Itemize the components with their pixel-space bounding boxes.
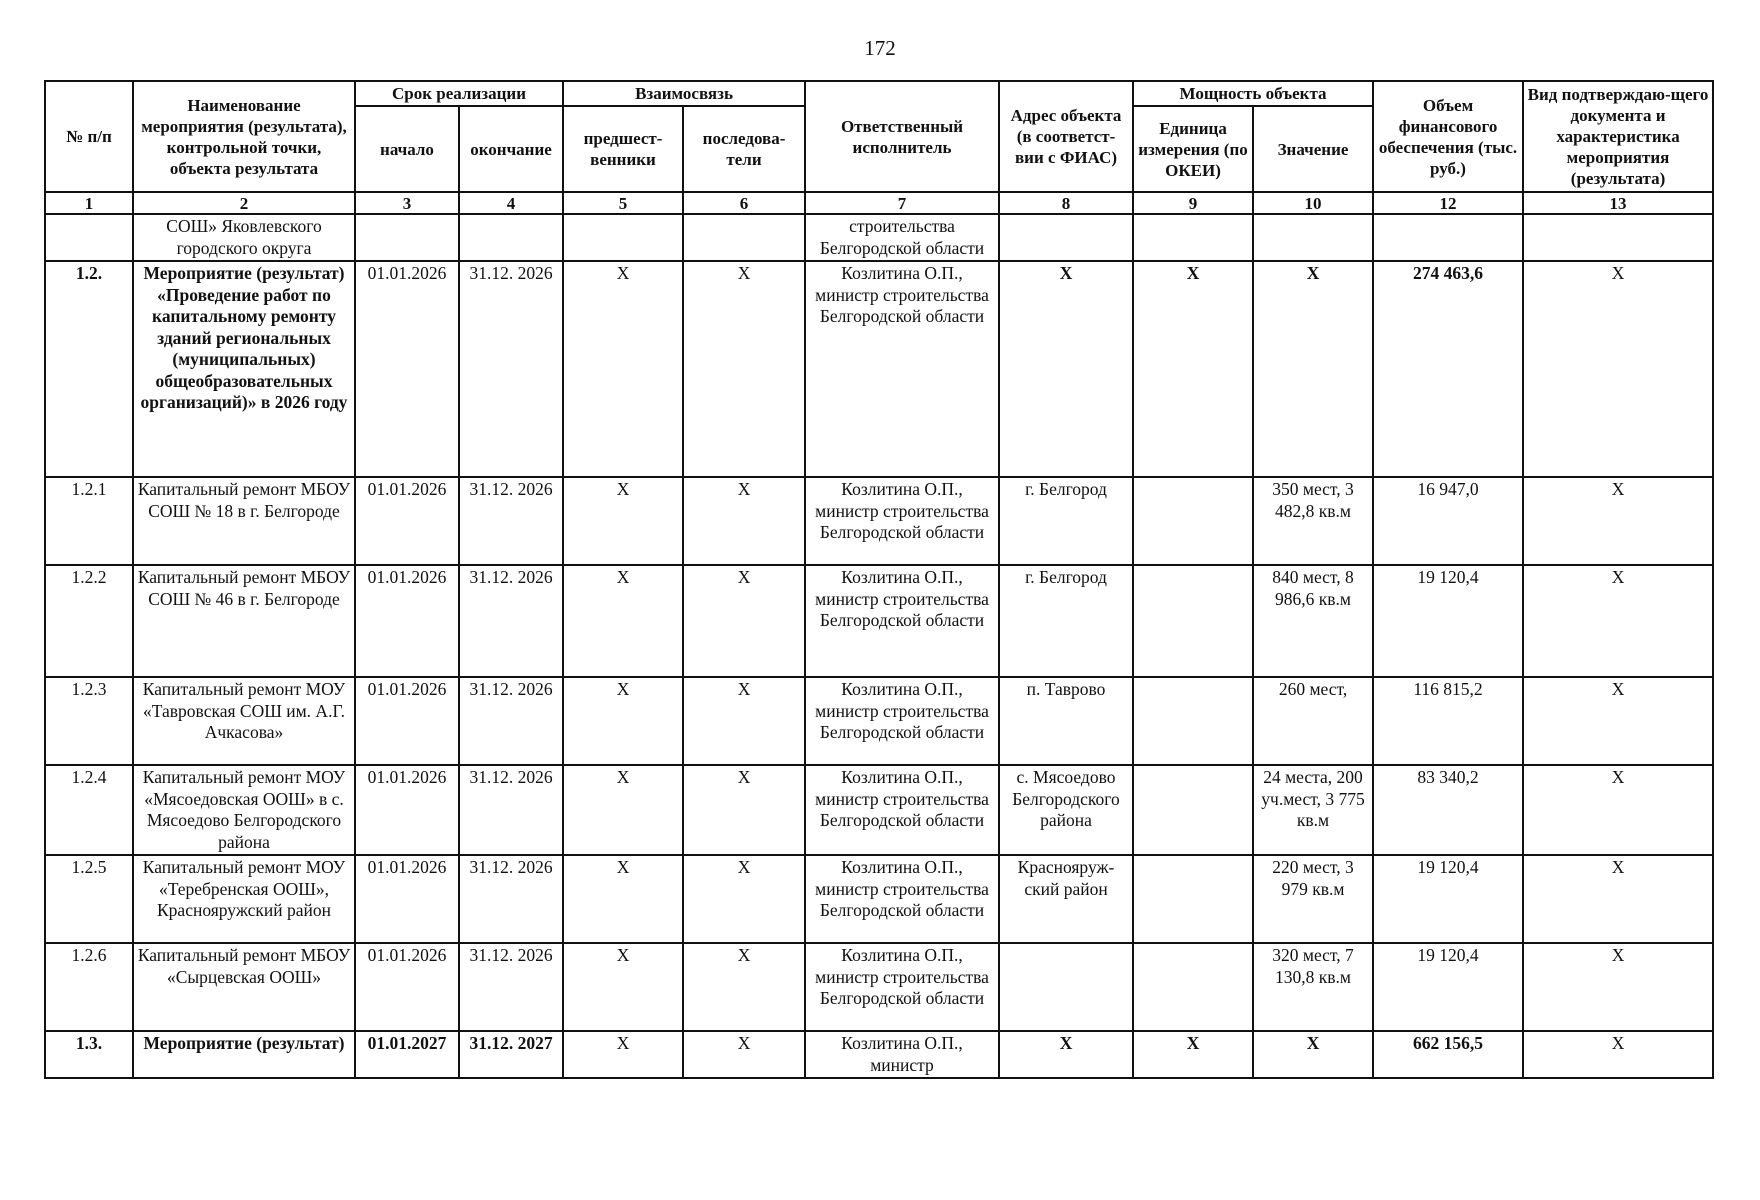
column-number: 9 [1133, 192, 1253, 214]
cell-name: Капитальный ремонт МБОУ «Сырцевская ООШ» [133, 943, 355, 1031]
cell-name: Капитальный ремонт МОУ «Мясоедовская ООШ» в с. Мясоедово Белгородского района [133, 765, 355, 855]
cell-name: Капитальный ремонт МОУ «Теребренская ООШ», Краснояружский район [133, 855, 355, 943]
cell-responsible: Козлитина О.П., министр строительства Белгородской области [805, 943, 999, 1031]
cell-unit: X [1133, 261, 1253, 477]
column-number: 8 [999, 192, 1133, 214]
cell-predecessors: X [563, 855, 683, 943]
cell-responsible: Козлитина О.П., министр строительства Белгородской области [805, 765, 999, 855]
cell-document: X [1523, 1031, 1713, 1078]
column-number: 13 [1523, 192, 1713, 214]
cell-start: 01.01.2026 [355, 677, 459, 765]
plan-table [44, 80, 1714, 1079]
cell-end: 31.12. 2026 [459, 943, 563, 1031]
cell-end: 31.12. 2026 [459, 261, 563, 477]
table-row [45, 565, 1713, 677]
cell-name: СОШ» Яковлевского городского округа [133, 214, 355, 261]
cell-address: X [999, 261, 1133, 477]
column-number: 5 [563, 192, 683, 214]
cell-finance: 274 463,6 [1373, 261, 1523, 477]
cell-predecessors: X [563, 261, 683, 477]
cell-start: 01.01.2026 [355, 565, 459, 677]
cell-finance: 16 947,0 [1373, 477, 1523, 565]
table-row [45, 943, 1713, 1031]
column-number: 12 [1373, 192, 1523, 214]
cell-start: 01.01.2026 [355, 855, 459, 943]
cell-responsible: Козлитина О.П., министр строительства Белгородской области [805, 477, 999, 565]
column-number: 2 [133, 192, 355, 214]
cell-start [355, 214, 459, 261]
cell-document: X [1523, 855, 1713, 943]
cell-start: 01.01.2026 [355, 943, 459, 1031]
cell-successors: X [683, 565, 805, 677]
cell-finance: 19 120,4 [1373, 855, 1523, 943]
cell-responsible: строительства Белгородской области [805, 214, 999, 261]
column-number: 3 [355, 192, 459, 214]
cell-name: Мероприятие (результат) [133, 1031, 355, 1078]
cell-start: 01.01.2026 [355, 261, 459, 477]
cell-responsible: Козлитина О.П., министр строительства Белгородской области [805, 261, 999, 477]
cell-num: 1.2.5 [45, 855, 133, 943]
cell-num: 1.2.6 [45, 943, 133, 1031]
header-capacity-group: Мощность объекта [1133, 81, 1373, 106]
cell-num: 1.2.4 [45, 765, 133, 855]
table-row [45, 855, 1713, 943]
table-row [45, 1031, 1713, 1078]
header-term-group: Срок реализации [355, 81, 563, 106]
cell-end: 31.12. 2026 [459, 855, 563, 943]
cell-successors: X [683, 943, 805, 1031]
cell-start: 01.01.2026 [355, 477, 459, 565]
header-name: Наименование мероприятия (результата), контрольной точки, объекта результата [133, 81, 355, 192]
header-predecessors: предшест-венники [563, 106, 683, 192]
cell-document: X [1523, 565, 1713, 677]
header-link-group: Взаимосвязь [563, 81, 805, 106]
header-document: Вид подтверждаю-щего документа и характеристика мероприятия (результата) [1523, 81, 1713, 192]
cell-num: 1.2.1 [45, 477, 133, 565]
cell-successors: X [683, 477, 805, 565]
cell-responsible: Козлитина О.П., министр [805, 1031, 999, 1078]
cell-predecessors: X [563, 565, 683, 677]
cell-successors: X [683, 765, 805, 855]
cell-unit [1133, 855, 1253, 943]
cell-predecessors: X [563, 677, 683, 765]
column-number: 1 [45, 192, 133, 214]
cell-value [1253, 214, 1373, 261]
cell-unit [1133, 214, 1253, 261]
header-address: Адрес объекта (в соответст-вии с ФИАС) [999, 81, 1133, 192]
cell-finance: 662 156,5 [1373, 1031, 1523, 1078]
cell-document: X [1523, 261, 1713, 477]
header-start: начало [355, 106, 459, 192]
cell-document: X [1523, 765, 1713, 855]
cell-name: Капитальный ремонт МБОУ СОШ № 46 в г. Белгороде [133, 565, 355, 677]
cell-num [45, 214, 133, 261]
cell-name: Мероприятие (результат) «Проведение работ по капитальному ремонту зданий региональных (муниципальных) общеобразовательных организаций)» в 2026 году [133, 261, 355, 477]
header-responsible: Ответственный исполнитель [805, 81, 999, 192]
cell-start: 01.01.2027 [355, 1031, 459, 1078]
cell-address [999, 943, 1133, 1031]
cell-document: X [1523, 677, 1713, 765]
page-number: 172 [864, 36, 896, 60]
cell-predecessors: X [563, 943, 683, 1031]
cell-value: 320 мест, 7 130,8 кв.м [1253, 943, 1373, 1031]
cell-name: Капитальный ремонт МБОУ СОШ № 18 в г. Белгороде [133, 477, 355, 565]
cell-responsible: Козлитина О.П., министр строительства Белгородской области [805, 565, 999, 677]
cell-end: 31.12. 2026 [459, 677, 563, 765]
cell-address [999, 214, 1133, 261]
cell-finance: 83 340,2 [1373, 765, 1523, 855]
cell-value: 24 места, 200 уч.мест, 3 775 кв.м [1253, 765, 1373, 855]
cell-num: 1.3. [45, 1031, 133, 1078]
cell-end: 31.12. 2026 [459, 477, 563, 565]
column-number: 7 [805, 192, 999, 214]
cell-unit [1133, 943, 1253, 1031]
header-finance: Объем финансового обеспечения (тыс. руб.) [1373, 81, 1523, 192]
cell-responsible: Козлитина О.П., министр строительства Белгородской области [805, 855, 999, 943]
cell-value: 840 мест, 8 986,6 кв.м [1253, 565, 1373, 677]
cell-successors: X [683, 855, 805, 943]
cell-address: г. Белгород [999, 477, 1133, 565]
cell-finance: 116 815,2 [1373, 677, 1523, 765]
cell-unit [1133, 765, 1253, 855]
cell-value: 260 мест, [1253, 677, 1373, 765]
cell-finance: 19 120,4 [1373, 943, 1523, 1031]
cell-unit [1133, 565, 1253, 677]
cell-unit [1133, 677, 1253, 765]
cell-predecessors: X [563, 765, 683, 855]
cell-value: X [1253, 261, 1373, 477]
cell-finance: 19 120,4 [1373, 565, 1523, 677]
cell-value: 350 мест, 3 482,8 кв.м [1253, 477, 1373, 565]
column-number: 10 [1253, 192, 1373, 214]
cell-address: X [999, 1031, 1133, 1078]
table-row [45, 477, 1713, 565]
cell-start: 01.01.2026 [355, 765, 459, 855]
cell-successors: X [683, 261, 805, 477]
cell-end: 31.12. 2026 [459, 765, 563, 855]
table-row [45, 677, 1713, 765]
table-row [45, 261, 1713, 477]
cell-name: Капитальный ремонт МОУ «Тавровская СОШ им. А.Г. Ачкасова» [133, 677, 355, 765]
header-successors: последова-тели [683, 106, 805, 192]
column-number: 6 [683, 192, 805, 214]
cell-end: 31.12. 2027 [459, 1031, 563, 1078]
cell-address: Краснояруж-ский район [999, 855, 1133, 943]
cell-predecessors [563, 214, 683, 261]
cell-address: с. Мясоедово Белгородского района [999, 765, 1133, 855]
header-end: окончание [459, 106, 563, 192]
header-value: Значение [1253, 106, 1373, 192]
table-row [45, 765, 1713, 855]
header-unit: Единица измерения (по ОКЕИ) [1133, 106, 1253, 192]
cell-predecessors: X [563, 1031, 683, 1078]
cell-successors: X [683, 1031, 805, 1078]
cell-finance [1373, 214, 1523, 261]
cell-num: 1.2. [45, 261, 133, 477]
cell-address: п. Таврово [999, 677, 1133, 765]
cell-unit: X [1133, 1031, 1253, 1078]
cell-value: 220 мест, 3 979 кв.м [1253, 855, 1373, 943]
column-number: 4 [459, 192, 563, 214]
cell-document: X [1523, 943, 1713, 1031]
table-row [45, 214, 1713, 261]
cell-responsible: Козлитина О.П., министр строительства Белгородской области [805, 677, 999, 765]
cell-num: 1.2.2 [45, 565, 133, 677]
cell-num: 1.2.3 [45, 677, 133, 765]
cell-end [459, 214, 563, 261]
cell-value: X [1253, 1031, 1373, 1078]
cell-predecessors: X [563, 477, 683, 565]
header-num: № п/п [45, 81, 133, 192]
cell-successors: X [683, 677, 805, 765]
cell-unit [1133, 477, 1253, 565]
cell-end: 31.12. 2026 [459, 565, 563, 677]
cell-successors [683, 214, 805, 261]
cell-address: г. Белгород [999, 565, 1133, 677]
cell-document: X [1523, 477, 1713, 565]
cell-document [1523, 214, 1713, 261]
